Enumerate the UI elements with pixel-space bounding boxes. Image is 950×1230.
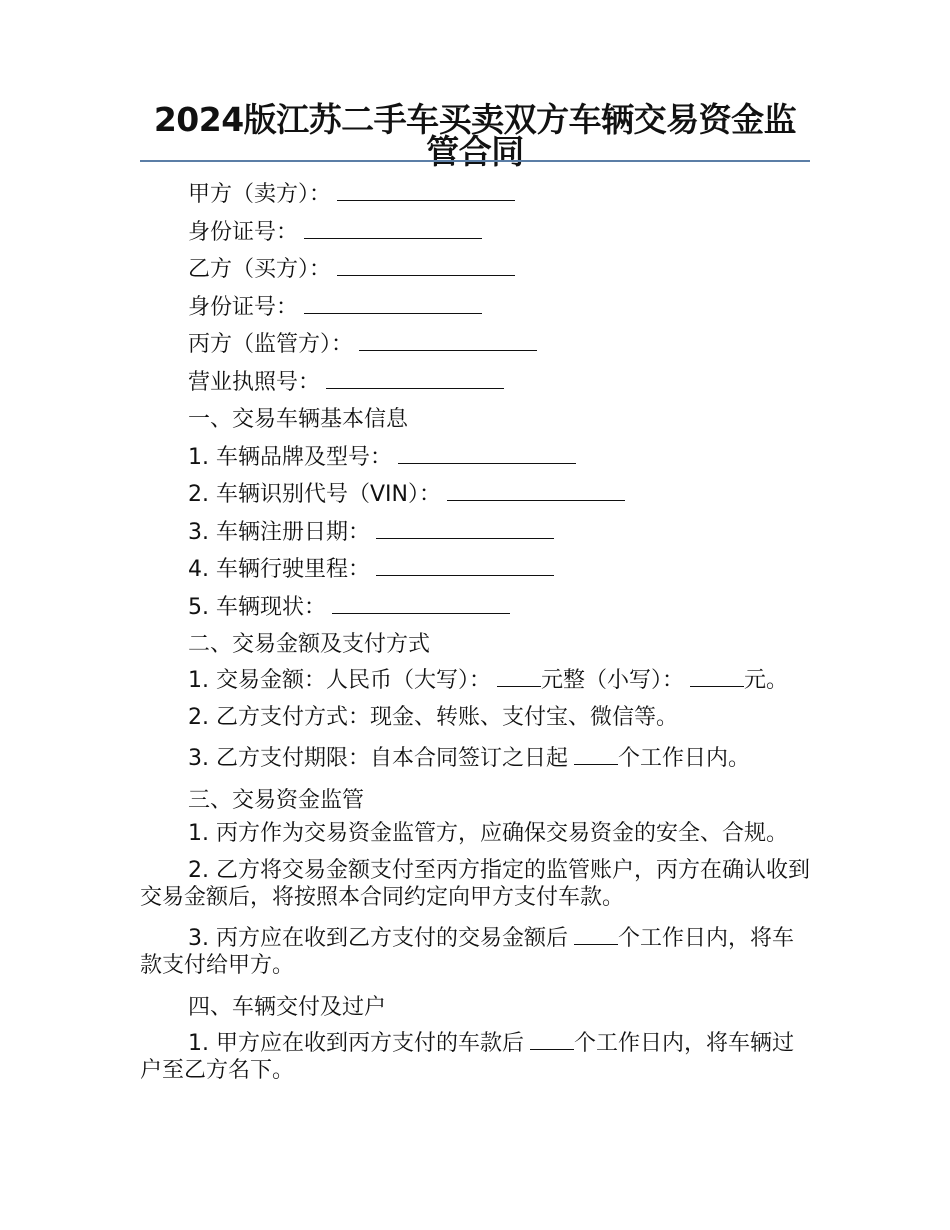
vehicle-brand-label: 1. 车辆品牌及型号： — [188, 444, 392, 470]
amount-paragraph — [140, 664, 810, 705]
supervisor-blank — [359, 328, 537, 351]
buyer-id-label: 身份证号： — [188, 294, 299, 320]
supervision-3-end: 个工作日内，将车款支付给甲方。 — [140, 925, 795, 978]
seller-id-label: 身份证号： — [188, 219, 299, 245]
register-date-blank — [376, 516, 554, 539]
vehicle-brand-line — [140, 439, 810, 477]
vin-label: 2. 车辆识别代号（VIN）： — [188, 482, 441, 507]
transfer-end: 个工作日内，将车辆过户至乙方名下。 — [140, 1030, 795, 1083]
vin-line — [140, 476, 810, 514]
supervision-paragraph-3 — [140, 922, 810, 990]
supervisor-line — [140, 326, 810, 364]
amount-words-blank — [497, 664, 541, 687]
amount-unit-label: 元整（小写）： — [540, 667, 684, 693]
payment-term-blank — [574, 742, 618, 765]
amount-end-label: 元。 — [744, 667, 789, 693]
supervision-3-label: 3. 丙方应在收到乙方支付的交易金额后 — [188, 925, 568, 951]
buyer-line — [140, 251, 810, 289]
register-date-label: 3. 车辆注册日期： — [188, 519, 370, 545]
buyer-id-blank — [304, 291, 482, 314]
amount-digits-blank — [690, 664, 744, 687]
transfer-blank — [530, 1027, 574, 1050]
seller-label: 甲方（卖方）： — [188, 182, 332, 207]
supervision-paragraph-2: 2. 乙方将交易金额支付至丙方指定的监管账户，丙方在确认收到交易金额后，将按照本合同约定向甲方支付车款。 — [140, 858, 810, 910]
register-date-line — [140, 514, 810, 552]
payment-term-paragraph — [140, 742, 810, 783]
supervision-3-blank — [574, 922, 618, 945]
payment-term-end: 个工作日内。 — [618, 745, 751, 771]
section3-heading: 三、交易资金监管 — [188, 788, 365, 813]
mileage-label: 4. 车辆行驶里程： — [188, 557, 370, 582]
payment-method-paragraph: 2. 乙方支付方式：现金、转账、支付宝、微信等。 — [188, 705, 678, 730]
vehicle-brand-blank — [398, 441, 576, 464]
condition-label: 5. 车辆现状： — [188, 594, 326, 620]
section4-heading: 四、车辆交付及过户 — [188, 995, 387, 1020]
condition-blank — [332, 591, 510, 614]
document-title: 2024版江苏二手车买卖双方车辆交易资金监管合同 — [153, 100, 797, 171]
amount-label: 1. 交易金额：人民币（大写）： — [188, 667, 491, 693]
mileage-blank — [376, 553, 554, 576]
title-divider — [140, 160, 810, 162]
buyer-id-line — [140, 289, 810, 327]
license-blank — [326, 366, 504, 389]
seller-blank — [337, 178, 515, 201]
section2-heading: 二、交易金额及支付方式 — [188, 632, 431, 657]
seller-line — [140, 176, 810, 214]
transfer-label: 1. 甲方应在收到丙方支付的车款后 — [188, 1030, 524, 1056]
payment-term-label: 3. 乙方支付期限：自本合同签订之日起 — [188, 745, 568, 771]
license-label: 营业执照号： — [188, 369, 321, 395]
seller-id-blank — [304, 216, 482, 239]
seller-id-line — [140, 214, 810, 252]
buyer-label: 乙方（买方）： — [188, 257, 332, 282]
supervision-paragraph-1: 1. 丙方作为交易资金监管方，应确保交易资金的安全、合规。 — [188, 820, 788, 846]
condition-line — [140, 589, 810, 627]
section1-heading: 一、交易车辆基本信息 — [188, 407, 409, 432]
transfer-paragraph — [140, 1027, 810, 1095]
vin-blank — [447, 478, 625, 501]
document-body — [140, 176, 810, 1094]
supervisor-label: 丙方（监管方）： — [188, 332, 354, 357]
mileage-line — [140, 551, 810, 589]
buyer-blank — [337, 253, 515, 276]
license-line — [140, 364, 810, 402]
